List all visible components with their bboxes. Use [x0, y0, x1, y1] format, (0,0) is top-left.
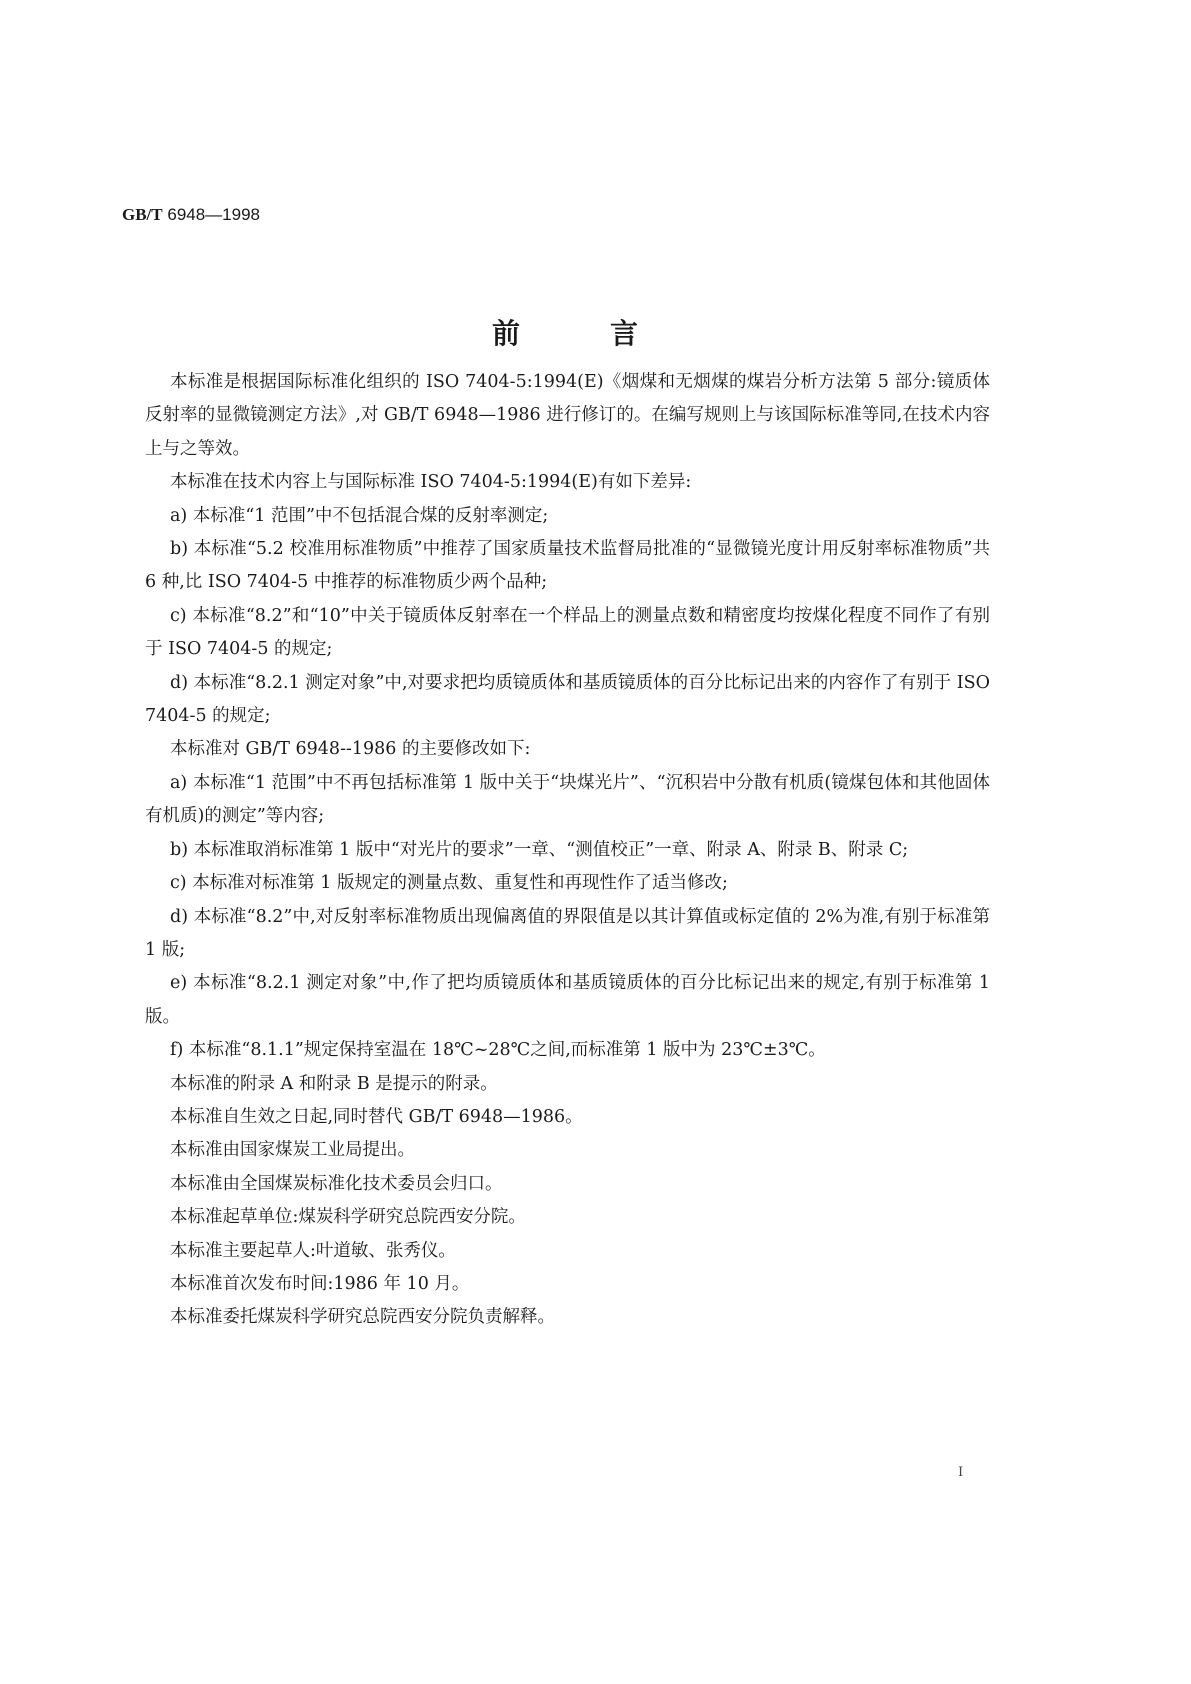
paragraph: a) 本标准“1 范围”中不再包括标准第 1 版中关于“块煤光片”、“沉积岩中分散有机质(镜煤包体和其他固体有机质)的测定”等内容; [145, 772, 990, 827]
paragraph: a) 本标准“1 范围”中不包括混合煤的反射率测定; [170, 505, 549, 526]
code-number: 6948—1998 [167, 205, 260, 224]
page-number: I [958, 1465, 964, 1480]
paragraph: 本标准主要起草人:叶道敏、张秀仪。 [170, 1240, 456, 1261]
paragraph: c) 本标准对标准第 1 版规定的测量点数、重复性和再现性作了适当修改; [170, 873, 728, 894]
paragraph: 本标准由国家煤炭工业局提出。 [170, 1140, 415, 1161]
paragraph: b) 本标准取消标准第 1 版中“对光片的要求”一章、“测值校正”一章、附录 A、附录 B、附录 C; [170, 839, 909, 860]
paragraph: 本标准是根据国际标准化组织的 ISO 7404-5:1994(E)《烟煤和无烟煤的煤岩分析方法第 5 部分:镜质体反射率的显微镜测定方法》,对 GB/T 6948—1986 进行修订的。在编写规则上与该国际标准等同,在技术内容上与之等效。 [145, 372, 990, 459]
paragraph: 本标准首次发布时间:1986 年 10 月。 [170, 1273, 470, 1294]
paragraph: 本标准的附录 A 和附录 B 是提示的附录。 [170, 1073, 498, 1094]
paragraph: f) 本标准“8.1.1”规定保持室温在 18℃~28℃之间,而标准第 1 版中为 23℃±3℃。 [170, 1040, 826, 1061]
paragraph: e) 本标准“8.2.1 测定对象”中,作了把均质镜质体和基质镜质体的百分比标记出来的规定,有别于标准第 1 版。 [145, 973, 990, 1027]
paragraph: 本标准委托煤炭科学研究总院西安分院负责解释。 [170, 1307, 555, 1328]
paragraph: d) 本标准“8.2.1 测定对象”中,对要求把均质镜质体和基质镜质体的百分比标记出来的内容作了有别于 ISO 7404-5 的规定; [145, 672, 990, 727]
page-title: 前言 [491, 317, 728, 350]
paragraph: b) 本标准“5.2 校准用标准物质”中推荐了国家质量技术监督局批准的“显微镜光度计用反射率标准物质”共 6 种,比 ISO 7404-5 中推荐的标准物质少两个品种; [145, 539, 990, 593]
standard-code [122, 205, 260, 225]
foreword-body [145, 366, 990, 1335]
code-prefix: GB/T [122, 205, 163, 224]
paragraph: 本标准对 GB/T 6948--1986 的主要修改如下: [170, 739, 531, 760]
paragraph: 本标准自生效之日起,同时替代 GB/T 6948—1986。 [170, 1106, 583, 1127]
paragraph: 本标准在技术内容上与国际标准 ISO 7404-5:1994(E)有如下差异: [170, 472, 692, 493]
paragraph: d) 本标准“8.2”中,对反射率标准物质出现偏离值的界限值是以其计算值或标定值的 2%为准,有别于标准第 1 版; [145, 906, 990, 960]
paragraph: 本标准由全国煤炭标准化技术委员会归口。 [170, 1173, 503, 1194]
paragraph: 本标准起草单位:煤炭科学研究总院西安分院。 [170, 1207, 526, 1228]
paragraph: c) 本标准“8.2”和“10”中关于镜质体反射率在一个样品上的测量点数和精密度均按煤化程度不同作了有别于 ISO 7404-5 的规定; [145, 605, 990, 660]
